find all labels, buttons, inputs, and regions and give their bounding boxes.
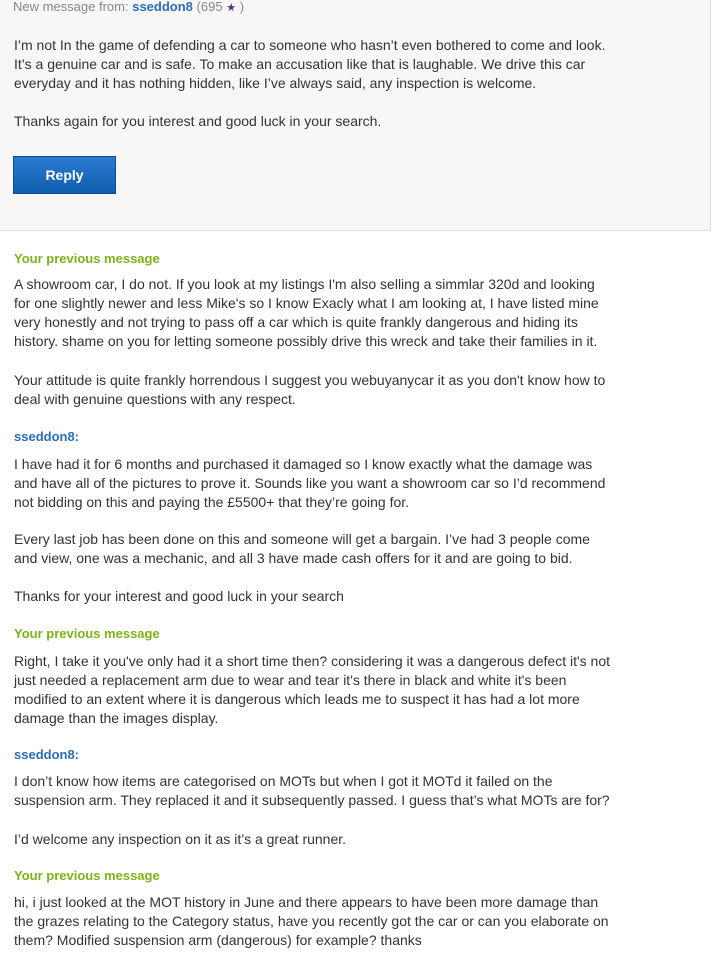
feedback-star-icon: ★ xyxy=(226,2,237,14)
message-paragraph: hi, i just looked at the MOT history in June and there appears to have been more damage than the grazes relating to the Category status, have you recently got the car or can you elaborate on them? Modified suspension arm (dangerous) for example? thanks xyxy=(14,894,609,948)
latest-message-panel xyxy=(0,0,711,231)
latest-message-paragraph: Thanks again for you interest and good luck in your search. xyxy=(14,113,382,129)
previous-message-label: Your previous message xyxy=(14,868,160,883)
message-paragraph: Right, I take it you've only had it a short time then? considering it was a dangerous defect it's not just needed a replacement arm due to wear and tear it's there in black and white it's been modified to an extent where it is dangerous which leads me to suspect it has had a lot more damage than the images display. xyxy=(14,653,611,726)
sender-username-link[interactable]: sseddon8 xyxy=(132,0,193,14)
message-paragraph: I don’t know how items are categorised on MOTs but when I got it MOTd it failed on the suspension arm. They replaced it and it subsequently passed. I guess that’s what MOTs are for? xyxy=(14,773,610,808)
message-paragraph: A showroom car, I do not. If you look at my listings I'm also selling a simmlar 320d and looking for one slightly newer and less Mike's so I know Exacly what I am looking at, I have listed mine very honestly and not trying to pass off a car which is quite frankly dangerous and hiding its history. shame on you for letting someone possibly drive this wreck and take their families in it. xyxy=(14,276,599,349)
previous-message-label: Your previous message xyxy=(14,251,160,266)
message-paragraph: I’d welcome any inspection on it as it’s a great runner. xyxy=(14,831,347,847)
sender-label: sseddon8: xyxy=(14,747,80,762)
latest-message-paragraph: I’m not In the game of defending a car to someone who hasn’t even bothered to come and look. It’s a genuine car and is safe. To make an accusation like that is laughable. We drive this car everyday and it has nothing hidden, like I’ve always said, any inspection is welcome. xyxy=(14,37,606,91)
message-paragraph: Every last job has been done on this and someone will get a bargain. I’ve had 3 people come and view, one was a mechanic, and all 3 have made cash offers for it and are going to bid. xyxy=(14,531,590,566)
reply-button[interactable]: Reply xyxy=(13,156,116,194)
sender-label: sseddon8: xyxy=(14,429,80,444)
message-paragraph: Your attitude is quite frankly horrendous I suggest you webuyanycar it as you don't know how to deal with genuine questions with any respect. xyxy=(14,372,606,407)
feedback-score: (695 xyxy=(196,0,223,14)
message-paragraph: I have had it for 6 months and purchased it damaged so I know exactly what the damage was and have all of the pictures to prove it. Sounds like you want a showroom car so I’d recommend not bidding on this and paying the £5500+ that they’re going for. xyxy=(14,456,606,510)
message-header xyxy=(13,0,244,14)
header-prefix: New message from: xyxy=(13,0,129,14)
previous-message-label: Your previous message xyxy=(14,626,160,641)
feedback-close: ) xyxy=(239,0,245,14)
message-paragraph: Thanks for your interest and good luck in your search xyxy=(14,588,344,604)
